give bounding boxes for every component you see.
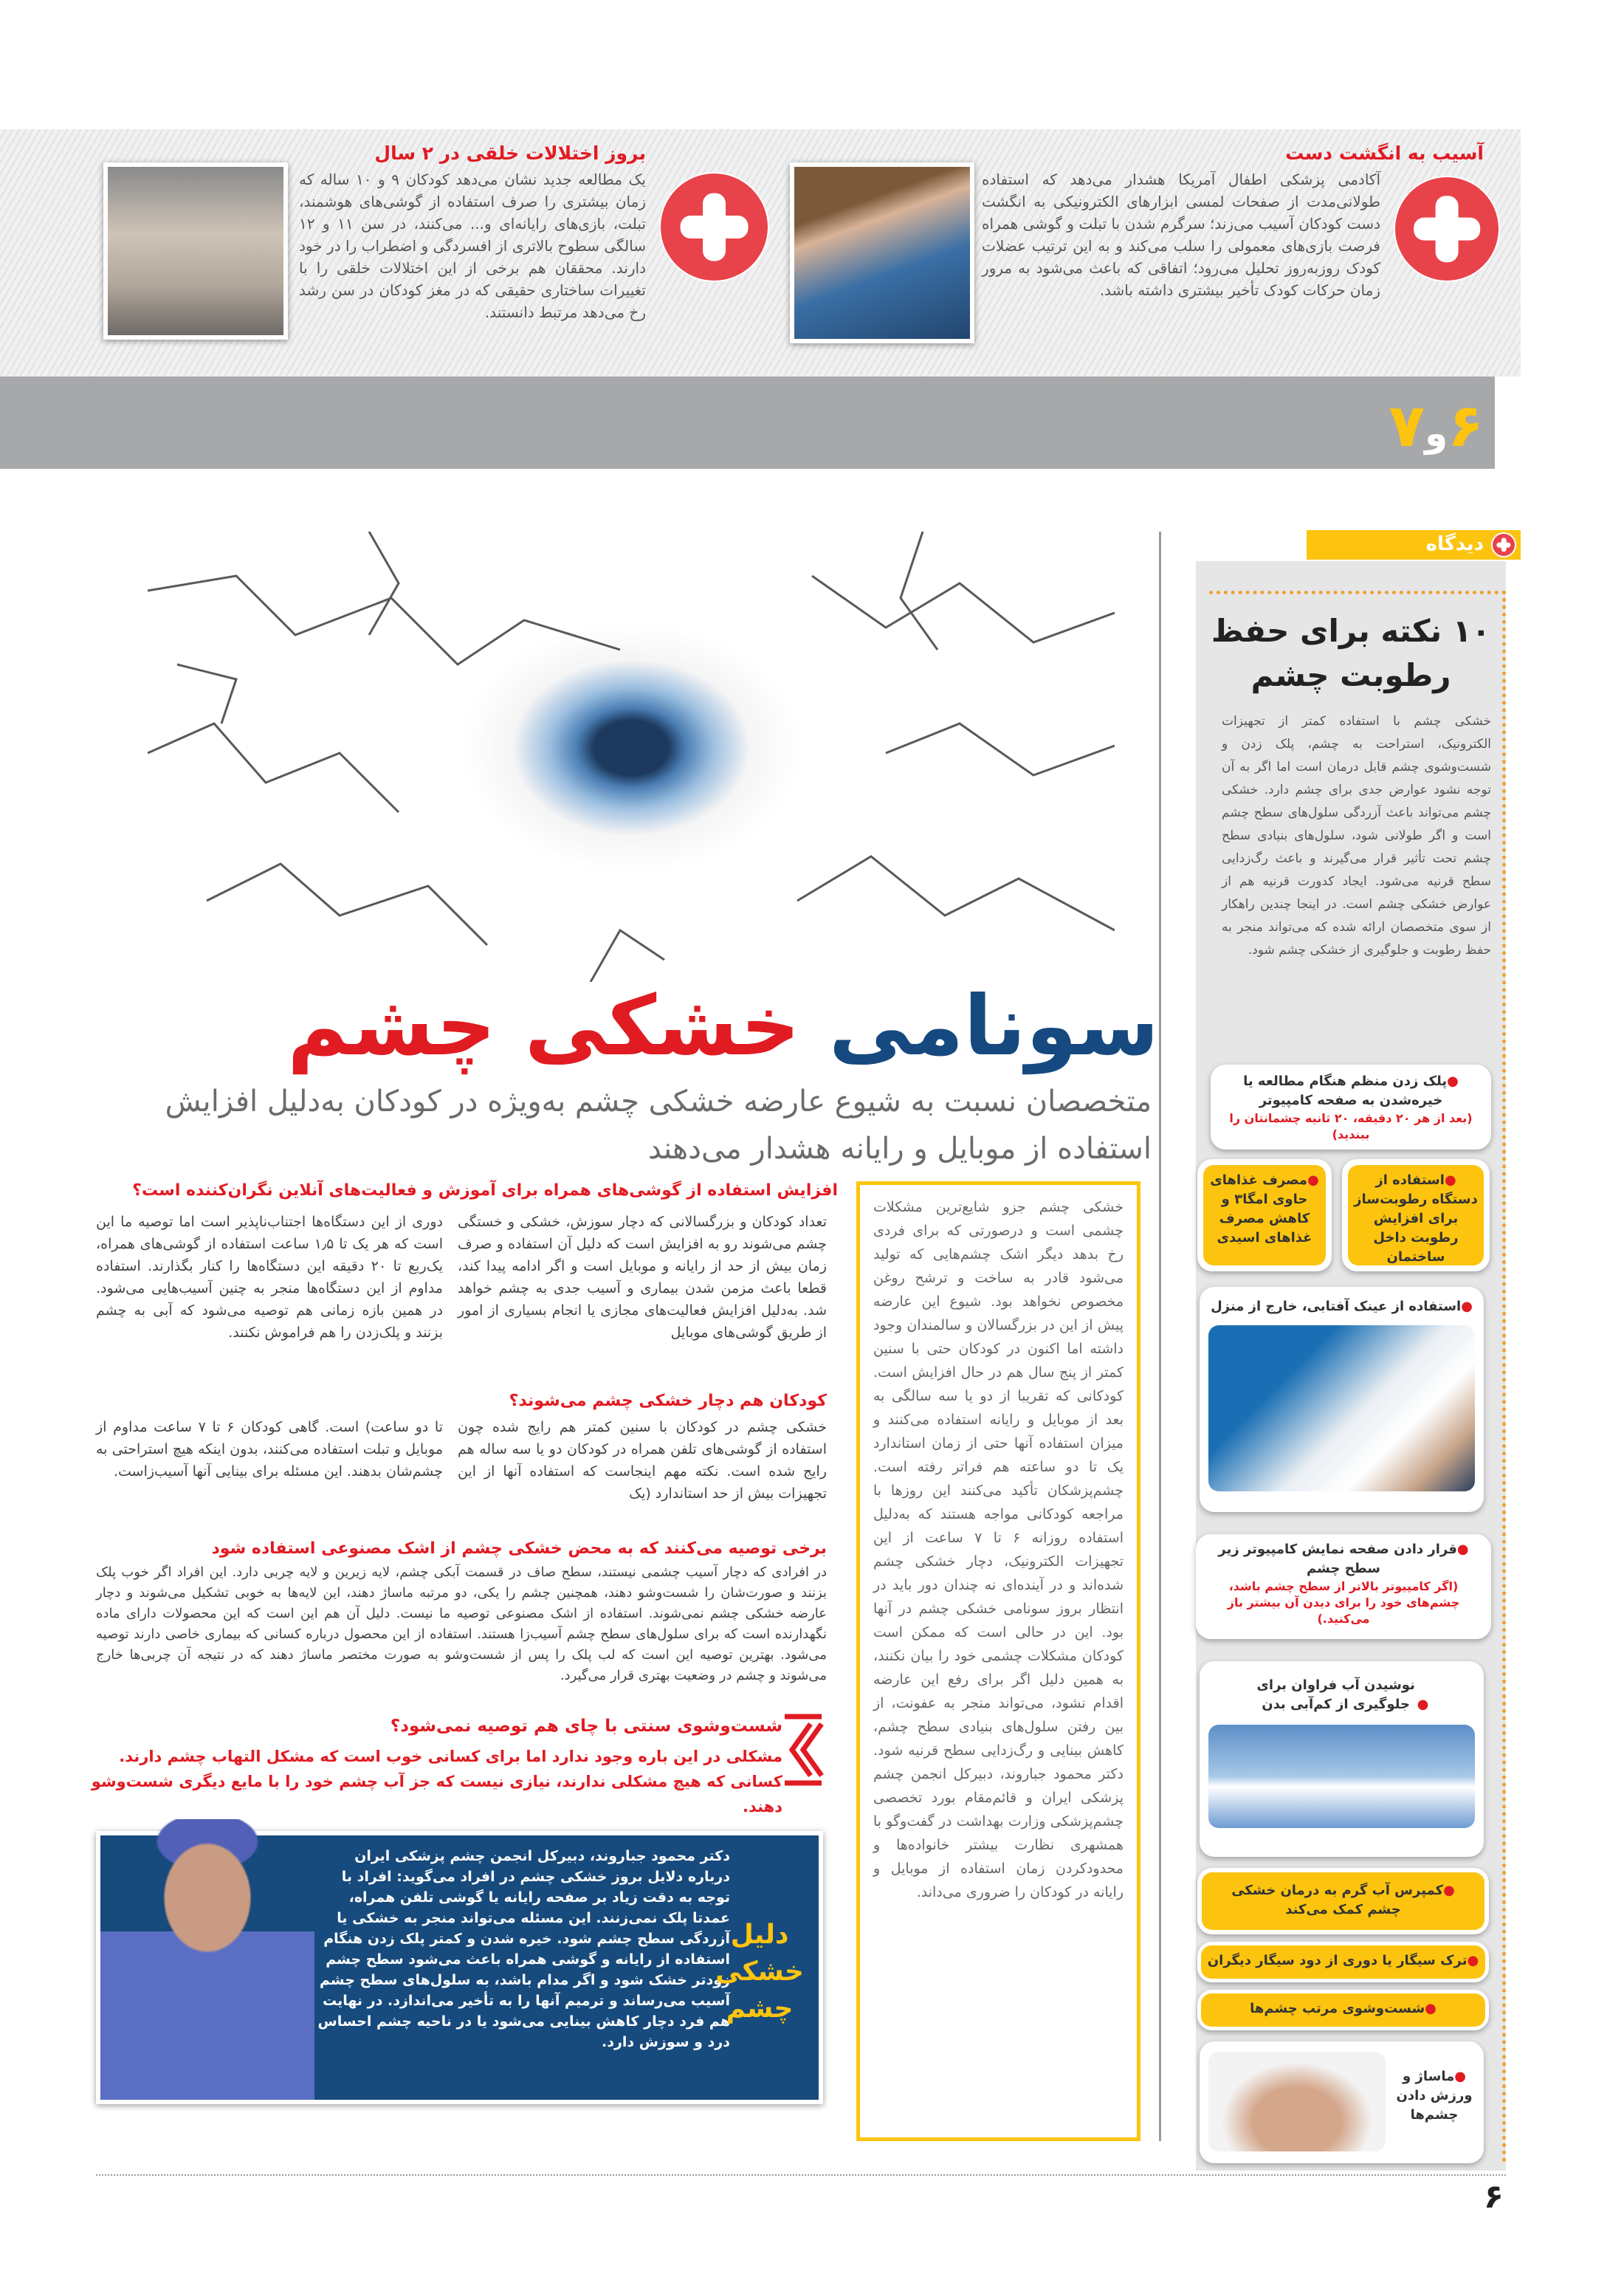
cracked-eye-image — [148, 532, 1115, 982]
lead-box — [856, 1181, 1140, 2141]
tip-text: کمپرس آب گرم به درمان خشکی چشم کمک می‌کند — [1231, 1883, 1444, 1917]
body-text: در افرادی که دچار آسیب چشمی نیستند، سطح صاف در قسمت آبکی چشم، لایه زیرین و لایه چربی دارد. این افراد اگر خوب پلک بزنند و صورت‌شان را شست‌وشو دهند، همچنین چشم را یکی، دو مرتبه ماساژ دهند، این لایه‌ها به خوبی تشکیل می‌شوند و دچار عارضه خشکی چشم نمی‌شوند. استفاده از اشک مصنوعی توصیه ما نیست. دلیل آن هم این است که این محصولات دارای ماده نگهدارنده است که برای سلول‌های سطح چشم آسیب‌زا هستند. استفاده از این محصول درباره کسانی که بیماری خاصی دارند توصیه می‌شود. بهترین توصیه این است که لب پلک را پس از شست‌وشو به صورت مختصر ماساژ دهند که در نتیجه آن چربی‌ها خارج می‌شوند و چشم در وضعیت بهتری قرار می‌گیرد. — [96, 1564, 827, 1683]
tip-card: ●نوشیدن آب فراوان برای جلوگیری از کم‌آبی بدن — [1200, 1661, 1484, 1857]
news-title: آسیب به انگشت دست — [1285, 142, 1484, 164]
body-text: تعداد کودکان و بزرگسالانی که دچار سوزش، خشکی و خستگی چشم می‌شوند رو به افزایش است که دلیل آن استفاده و صرف زمان بیش از حد از رایانه و موبایل است و اگر ادامه پیدا کند، قطعا باعث مزمن شدن بیماری و آسیب جدی به چشم خواهد شد. به‌دلیل افزایش فعالیت‌های مجازی یا انجام بسیاری از امور از طریق گوشی‌های موبایل — [458, 1214, 827, 1341]
tip-text: استفاده از عینک آفتابی، خارج از منزل — [1211, 1299, 1462, 1314]
page-from: ۶ — [1448, 391, 1484, 460]
plus-icon — [661, 174, 768, 281]
sidebar-tab — [1307, 530, 1521, 560]
sidebar-title — [1211, 609, 1491, 698]
tip-card: ●شست‌وشوی مرتب چشم‌ها — [1197, 1990, 1489, 2030]
quote-text: دکتر محمود جباروند، دبیرکل انجمن چشم پزشکی ایران درباره دلایل بروز خشکی چشم در افراد می‌گوید: افراد با توجه به دقت زیاد بر صفحه رایانه یا گوشی تلفن همراه، عمدتا پلک نمی‌زنند. این مسئله می‌تواند منجر به خشکی یا آزردگی سطح چشم شود. خیره شدن و کمتر پلک زدن هنگام استفاده از رایانه و گوشی همراه باعث می‌شود سطح چشم زودتر خشک شود و اگر مدام باشد، به سلول‌های سطح چشم آسیب می‌رساند و ترمیم آنها را به تأخیر می‌اندازد. در نهایت هم فرد دچار کاهش بینایی می‌شود یا در ناحیه چشم احساس درد و سوزش دارد. — [317, 1848, 730, 2050]
subheadline: متخصصان نسبت به شیوع عارضه خشکی چشم به‌ویژه در کودکان به‌دلیل افزایش استفاده از موبایل و رایانه هشدار می‌دهند — [165, 1085, 1152, 1166]
tip-note: (اگر کامپیوتر بالاتر از سطح چشم باشد، چشم‌های خود را برای دیدن آن بیشتر باز می‌کنید.) — [1227, 1579, 1460, 1626]
quote-label-line: دلیل — [730, 1920, 789, 1950]
quote-label-line: چشم — [726, 1993, 794, 2024]
tip-card: ●ماساژ و ورزش دادن چشم‌ها — [1200, 2041, 1484, 2163]
title-line: رطوبت چشم — [1250, 657, 1451, 693]
quote-label-line: خشکی — [715, 1957, 804, 1987]
headline-red: خشکی چشم — [287, 978, 800, 1074]
tip-text: پلک زدن منظم هنگام مطالعه یا خیره‌شدن به صفحه کامپیوتر — [1243, 1074, 1448, 1108]
page-range — [1389, 391, 1484, 460]
headline-blue: سونامی — [799, 978, 1159, 1074]
tip-text: قرار دادن صفحه نمایش کامپیوتر زیر سطح چشم — [1218, 1542, 1457, 1576]
tip-text: استفاده از دستگاه رطوبت‌ساز برای افزایش رطوبت داخل ساختمان — [1354, 1172, 1478, 1265]
plus-icon — [1395, 177, 1499, 281]
tip-card: ●استفاده از عینک آفتابی، خارج از منزل — [1200, 1287, 1484, 1512]
tip-text: ماساژ و ورزش دادن چشم‌ها — [1396, 2069, 1473, 2123]
tip-text: نوشیدن آب فراوان برای جلوگیری از کم‌آبی بدن — [1256, 1677, 1415, 1712]
body-text: خشکی چشم در کودکان با سنین کمتر هم رایج شده چون استفاده از گوشی‌های تلفن همراه در کودکان دو یا سه ساله هم رایج شده است. نکته مهم اینجاست که استفاده آنها از این تجهیزات بیش از حد استاندارد (یک — [458, 1419, 827, 1502]
plus-icon — [1493, 534, 1515, 556]
body-text: تا دو ساعت) است. گاهی کودکان ۶ تا ۷ ساعت مداوم از موبایل و تبلت استفاده می‌کنند، بدون اینکه هیچ استراحتی به چشم‌شان بدهند. این مسئله برای بینایی آنها آسیب‌زاست. — [96, 1419, 444, 1480]
sidebar-intro: خشکی چشم با استفاده کمتر از تجهیزات الکترونیک، استراحت به چشم، پلک زدن و شست‌وشوی چشم قابل درمان است اما اگر به آن توجه نشود عوارض جدی برای چشم دارد. خشکی چشم می‌تواند باعث آزردگی سلول‌های سطح چشم است و اگر طولانی شود، سلول‌های بنیادی سطح چشم تحت تأثیر قرار می‌گیرند و باعث رگ‌زدایی سطح قرنیه می‌شود. ایجاد کدورت قرنیه هم از عوارض خشکی چشم است. در اینجا چندین راهکار از سوی متخصصان ارائه شده که می‌تواند منجر به حفظ رطوبت و جلوگیری از خشکی چشم شود. — [1222, 714, 1491, 958]
tip-text: شست‌وشوی مرتب چشم‌ها — [1250, 2001, 1425, 2016]
lead-text: خشکی چشم جزو شایع‌ترین مشکلات چشمی است و درصورتی که برای فردی رخ بدهد دیگر اشک چشم‌هایی که تولید می‌شود قادر به ساخت و ترشح روغن مخصوص نخواهد بود. شیوع این عارضه پیش از این در بزرگسالان و سالمندان وجود داشته اما اکنون در کودکان حتی با سنین کمتر از پنج سال هم در حال افزایش است. کودکانی که تقریبا از دو یا سه سالگی به بعد از موبایل و رایانه استفاده می‌کنند و میزان استفاده آنها حتی از زمان استاندارد یک تا دو ساعته هم فراتر رفته است. چشم‌پزشکان تأکید می‌کنند این روزها با مراجعه کودکانی مواجه هستند که به‌دلیل استفاده روزانه ۶ تا ۷ ساعت از این تجهیزات الکترونیک، دچار خشکی چشم شده‌اند و در آینده‌ای نه چندان دور باید در انتظار بروز سونامی خشکی چشم در آنها بود. این در حالی است که ممکن است کودکان مشکلات چشمی خود را بیان نکنند، به همین دلیل اگر برای رفع این عارضه اقدام نشود، می‌تواند منجر به عفونت، از بین رفتن سلول‌های بنیادی سطح چشم، کاهش بینایی و رگ‌زدایی سطح قرنیه شود. دکتر محمود جباروند، دبیرکل انجمن چشم پزشکی ایران و قائم‌مقام بورد تخصصی چشم‌پزشکی وزارت بهداشت در گفت‌وگو با همشهری نظارت بیشتر خانواده‌ها و محدودکردن زمان استفاده از موبایل و رایانه در کودکان را ضروری می‌داند. — [873, 1199, 1124, 1900]
tip-text: مصرف غذاهای حاوی امگا۳ و کاهش مصرف غذاهای اسیدی — [1210, 1172, 1312, 1246]
drinking-water-photo — [1208, 1725, 1475, 1828]
page-number: ۶ — [1484, 2178, 1504, 2216]
eye-massage-photo — [1208, 2052, 1386, 2151]
footer-rule — [96, 2174, 1506, 2176]
section-band — [0, 377, 1495, 469]
news-text: آکادمی پزشکی اطفال آمریکا هشدار می‌دهد که استفاده طولانی‌مدت از صفحات لمسی ابزارهای الکترونیکی به انگشت دست کودکان آسیب می‌زند؛ سرگرم شدن با تبلت و گوشی همراه فرصت بازی‌های معمولی را سلب می‌کند و به این ترتیب عضلات کودک روزبه‌روز تحلیل می‌رود؛ اتفاقی که باعث می‌شود به مرور زمان حرکات کودک تأخیر بیشتری داشته باشد. — [982, 171, 1380, 299]
sad-child-photo — [103, 162, 288, 340]
news-title: بروز اختلالات خلقی در ۲ سال — [374, 142, 646, 164]
headline — [287, 978, 1159, 1074]
highlight-text: مشکلی در این باره وجود ندارد اما برای کسانی خوب است که مشکل التهاب چشم دارند. کسانی که هیچ مشکلی ندارند، نیازی نیست که جز آب چشم خود را با مایع دیگری شست‌وشو دهند. — [91, 1748, 782, 1816]
tip-card: ●کمپرس آب گرم به درمان خشکی چشم کمک می‌کند — [1197, 1868, 1489, 1934]
quote-label — [715, 1917, 804, 2027]
tip-card: ●پلک زدن منظم هنگام مطالعه یا خیره‌شدن به صفحه کامپیوتر (بعد از هر ۲۰ دقیقه، ۲۰ ثانیه چشمانتان را ببندید) — [1211, 1065, 1491, 1150]
double-chevron-icon — [781, 1713, 825, 1787]
and: و — [1425, 412, 1448, 455]
section-heading: افزایش استفاده از گوشی‌های همراه برای آموزش و فعالیت‌های آنلاین نگران‌کننده است؟ — [132, 1181, 838, 1200]
tip-text: ترک سیگار یا دوری از دود سیگار دیگران — [1207, 1953, 1468, 1968]
tip-card: ●مصرف غذاهای حاوی امگا۳ و کاهش مصرف غذاهای اسیدی — [1197, 1159, 1332, 1271]
section-heading: کودکان هم دچار خشکی چشم می‌شوند؟ — [509, 1392, 827, 1410]
quote-box — [96, 1831, 823, 2104]
doctor-photo — [100, 1819, 314, 2100]
page-to: ۷ — [1389, 391, 1425, 460]
news-text: یک مطالعه جدید نشان می‌دهد کودکان ۹ و ۱۰ ساله که زمان بیشتری را صرف استفاده از گوشی‌های هوشمند، تبلت، بازی‌های رایانه‌ای و... می‌کنند، در سن ۱۱ و ۱۲ سالگی سطوح بالاتری از افسردگی و اضطراب را در خود دارند. محققان هم برخی از این اختلالات خلقی را با تغییرات ساختاری حقیقی که در مغز کودکان در سن رشد رخ می‌دهد مرتبط دانستند. — [299, 171, 646, 321]
tip-card: ●قرار دادن صفحه نمایش کامپیوتر زیر سطح چشم (اگر کامپیوتر بالاتر از سطح چشم باشد، چشم‌های خود را برای دیدن آن بیشتر باز می‌کنید.) — [1196, 1534, 1491, 1639]
body-text: دوری از این دستگاه‌ها اجتناب‌ناپذیر است اما توصیه ما این است که هر یک تا ۱٫۵ ساعت استفاده از گوشی‌های همراه، یک‌ربع تا ۲۰ دقیقه این دستگاه‌ها را کنار بگذارند. استفاده مداوم از این دستگاه‌ها منجر به چنین آسیب‌هایی می‌شود. در همین بازه زمانی هم توصیه می‌شود که آبی به چشم بزنند و پلک‌زدن را هم فراموش نکنند. — [96, 1214, 444, 1341]
tab-label: دیدگاه — [1425, 533, 1484, 555]
title-line: ۱۰ نکته برای حفظ — [1211, 613, 1491, 649]
section-heading: برخی توصیه می‌کنند که به محض خشکی چشم از اشک مصنوعی استفاده شود — [211, 1539, 827, 1558]
tip-card: ●ترک سیگار یا دوری از دود سیگار دیگران — [1197, 1942, 1489, 1982]
tip-card: ●استفاده از دستگاه رطوبت‌ساز برای افزایش رطوبت داخل ساختمان — [1342, 1159, 1490, 1271]
sunglasses-photo — [1208, 1325, 1475, 1491]
section-heading: شست‌وشوی سنتی با چای هم توصیه نمی‌شود؟ — [390, 1717, 782, 1736]
column-divider — [1159, 532, 1161, 2141]
tip-note: (بعد از هر ۲۰ دقیقه، ۲۰ ثانیه چشمانتان را ببندید) — [1229, 1111, 1473, 1141]
boy-with-phone-photo — [790, 162, 974, 343]
